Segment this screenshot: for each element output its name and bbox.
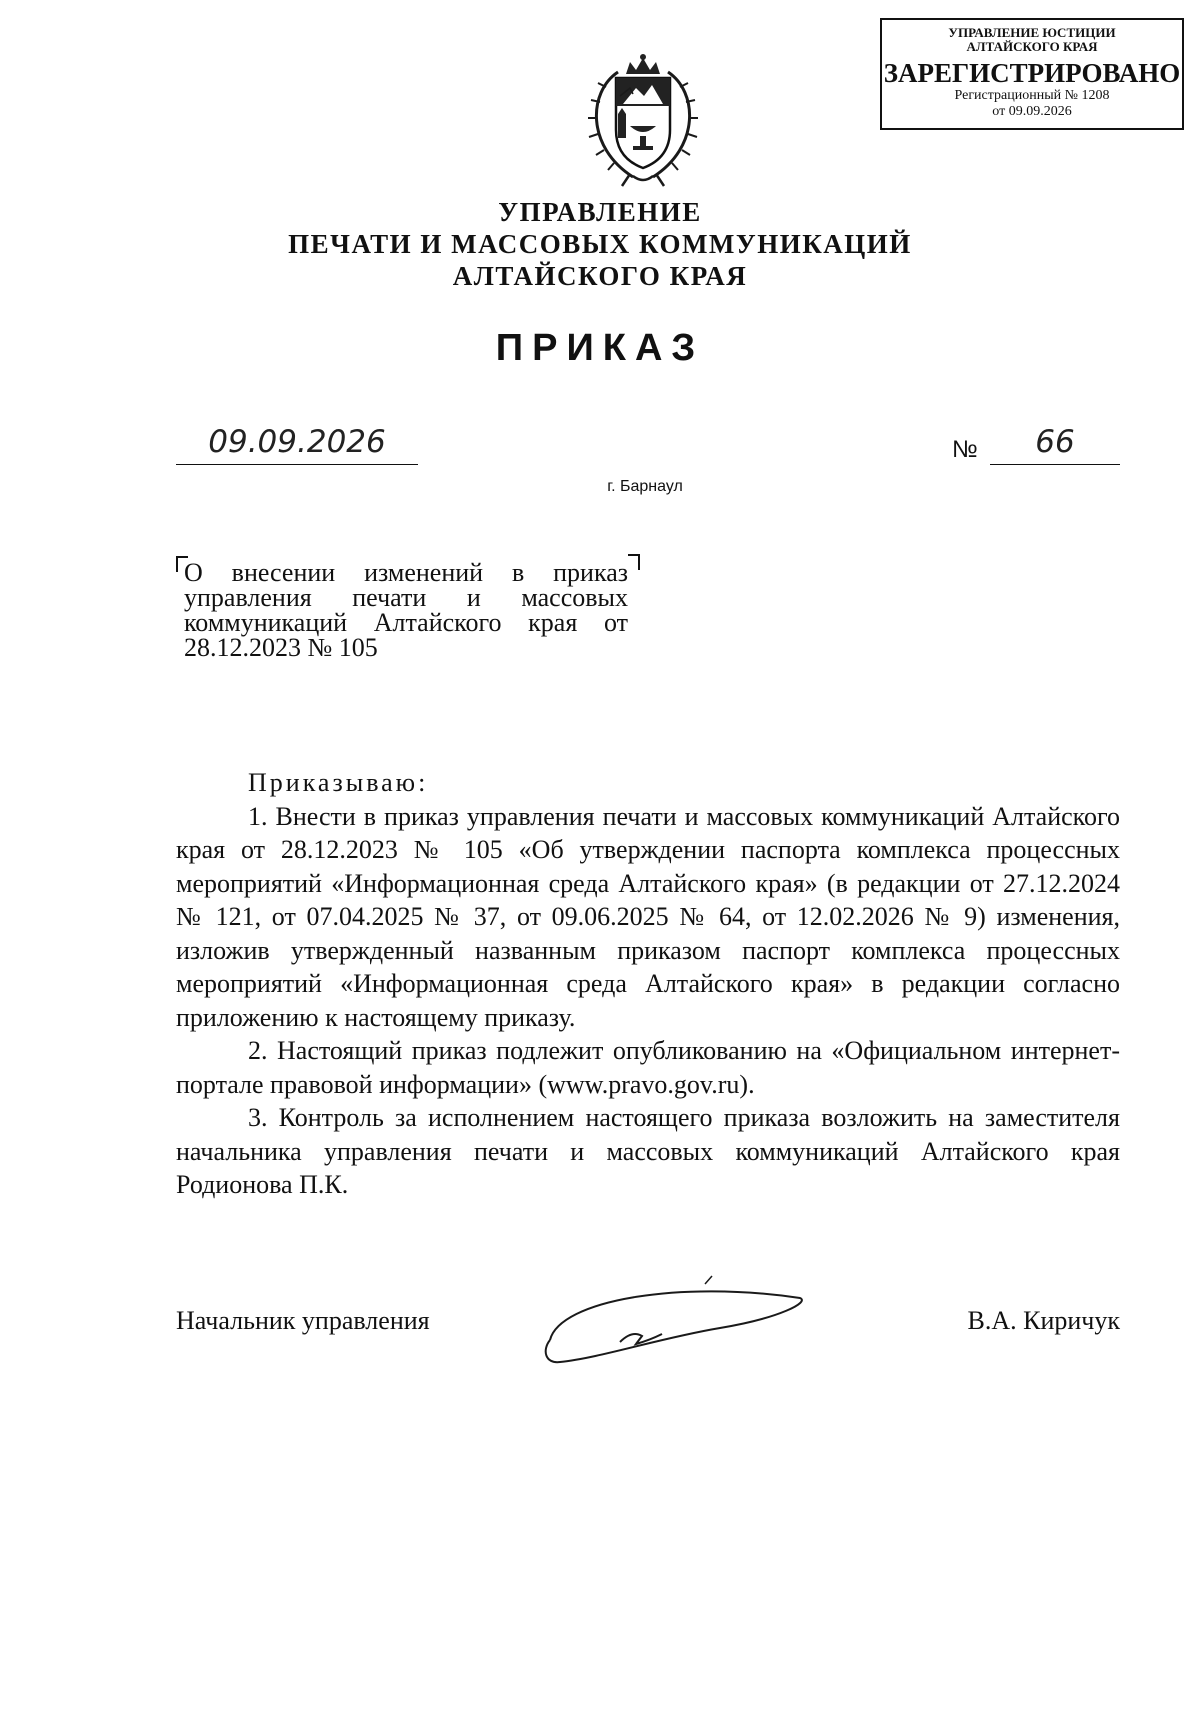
document-type-title: ПРИКАЗ (495, 327, 705, 369)
organization-name (0, 196, 1200, 292)
order-paragraph-1: 1. Внести в приказ управления печати и массовых коммуникаций Алтайского края от 28.12.2023 № 105 «Об утверждении паспорта комплекса процессных мероприятий «Информационная среда Алтайского края» (в редакции от 27.12.2024 № 121, от 07.04.2025 № 37, от 09.06.2025 № 64, от 12.02.2026 № 9) изменения, изложив утвержденный названным приказом паспорт комплекса процессных мероприятий «Информационная среда Алтайского края» в редакции согласно приложению к настоящему приказу. (176, 801, 1120, 1032)
handwritten-signature-icon (540, 1270, 820, 1370)
signatory-name: В.А. Киричук (967, 1306, 1120, 1335)
registration-stamp (880, 18, 1184, 130)
order-subject: О внесении изменений в приказ управления печати и массовых коммуникаций Алтайского края от 28.12.2023 № 105 (184, 558, 628, 662)
order-date: 09.09.2026 (176, 424, 418, 465)
order-number-label: № (952, 436, 978, 463)
org-line-2: ПЕЧАТИ И МАССОВЫХ КОММУНИКАЦИЙ (288, 229, 912, 259)
order-intro: Приказываю: (248, 768, 429, 797)
stamp-status: ЗАРЕГИСТРИРОВАНО (883, 58, 1181, 88)
stamp-authority-line1: УПРАВЛЕНИЕ ЮСТИЦИИ (948, 25, 1116, 40)
stamp-reg-number: Регистрационный № 1208 (954, 88, 1110, 103)
order-number: 66 (990, 424, 1120, 465)
org-line-3: АЛТАЙСКОГО КРАЯ (452, 261, 748, 291)
stamp-reg-date: от 09.09.2026 (992, 104, 1072, 119)
order-body (176, 766, 1120, 1202)
subject-corner-right (628, 554, 640, 570)
city-label: г. Барнаул (607, 478, 683, 495)
order-paragraph-3: 3. Контроль за исполнением настоящего приказа возложить на заместителя начальника управления печати и массовых коммуникаций Алтайского края Родионова П.К. (176, 1103, 1120, 1199)
order-paragraph-2: 2. Настоящий приказ подлежит опубликованию на «Официальном интернет-портале правовой информации» (www.pravo.gov.ru). (176, 1036, 1120, 1099)
stamp-authority-line2: АЛТАЙСКОГО КРАЯ (966, 39, 1098, 54)
coat-of-arms-icon (578, 52, 708, 190)
org-line-1: УПРАВЛЕНИЕ (498, 197, 702, 227)
signatory-title: Начальник управления (176, 1306, 430, 1335)
